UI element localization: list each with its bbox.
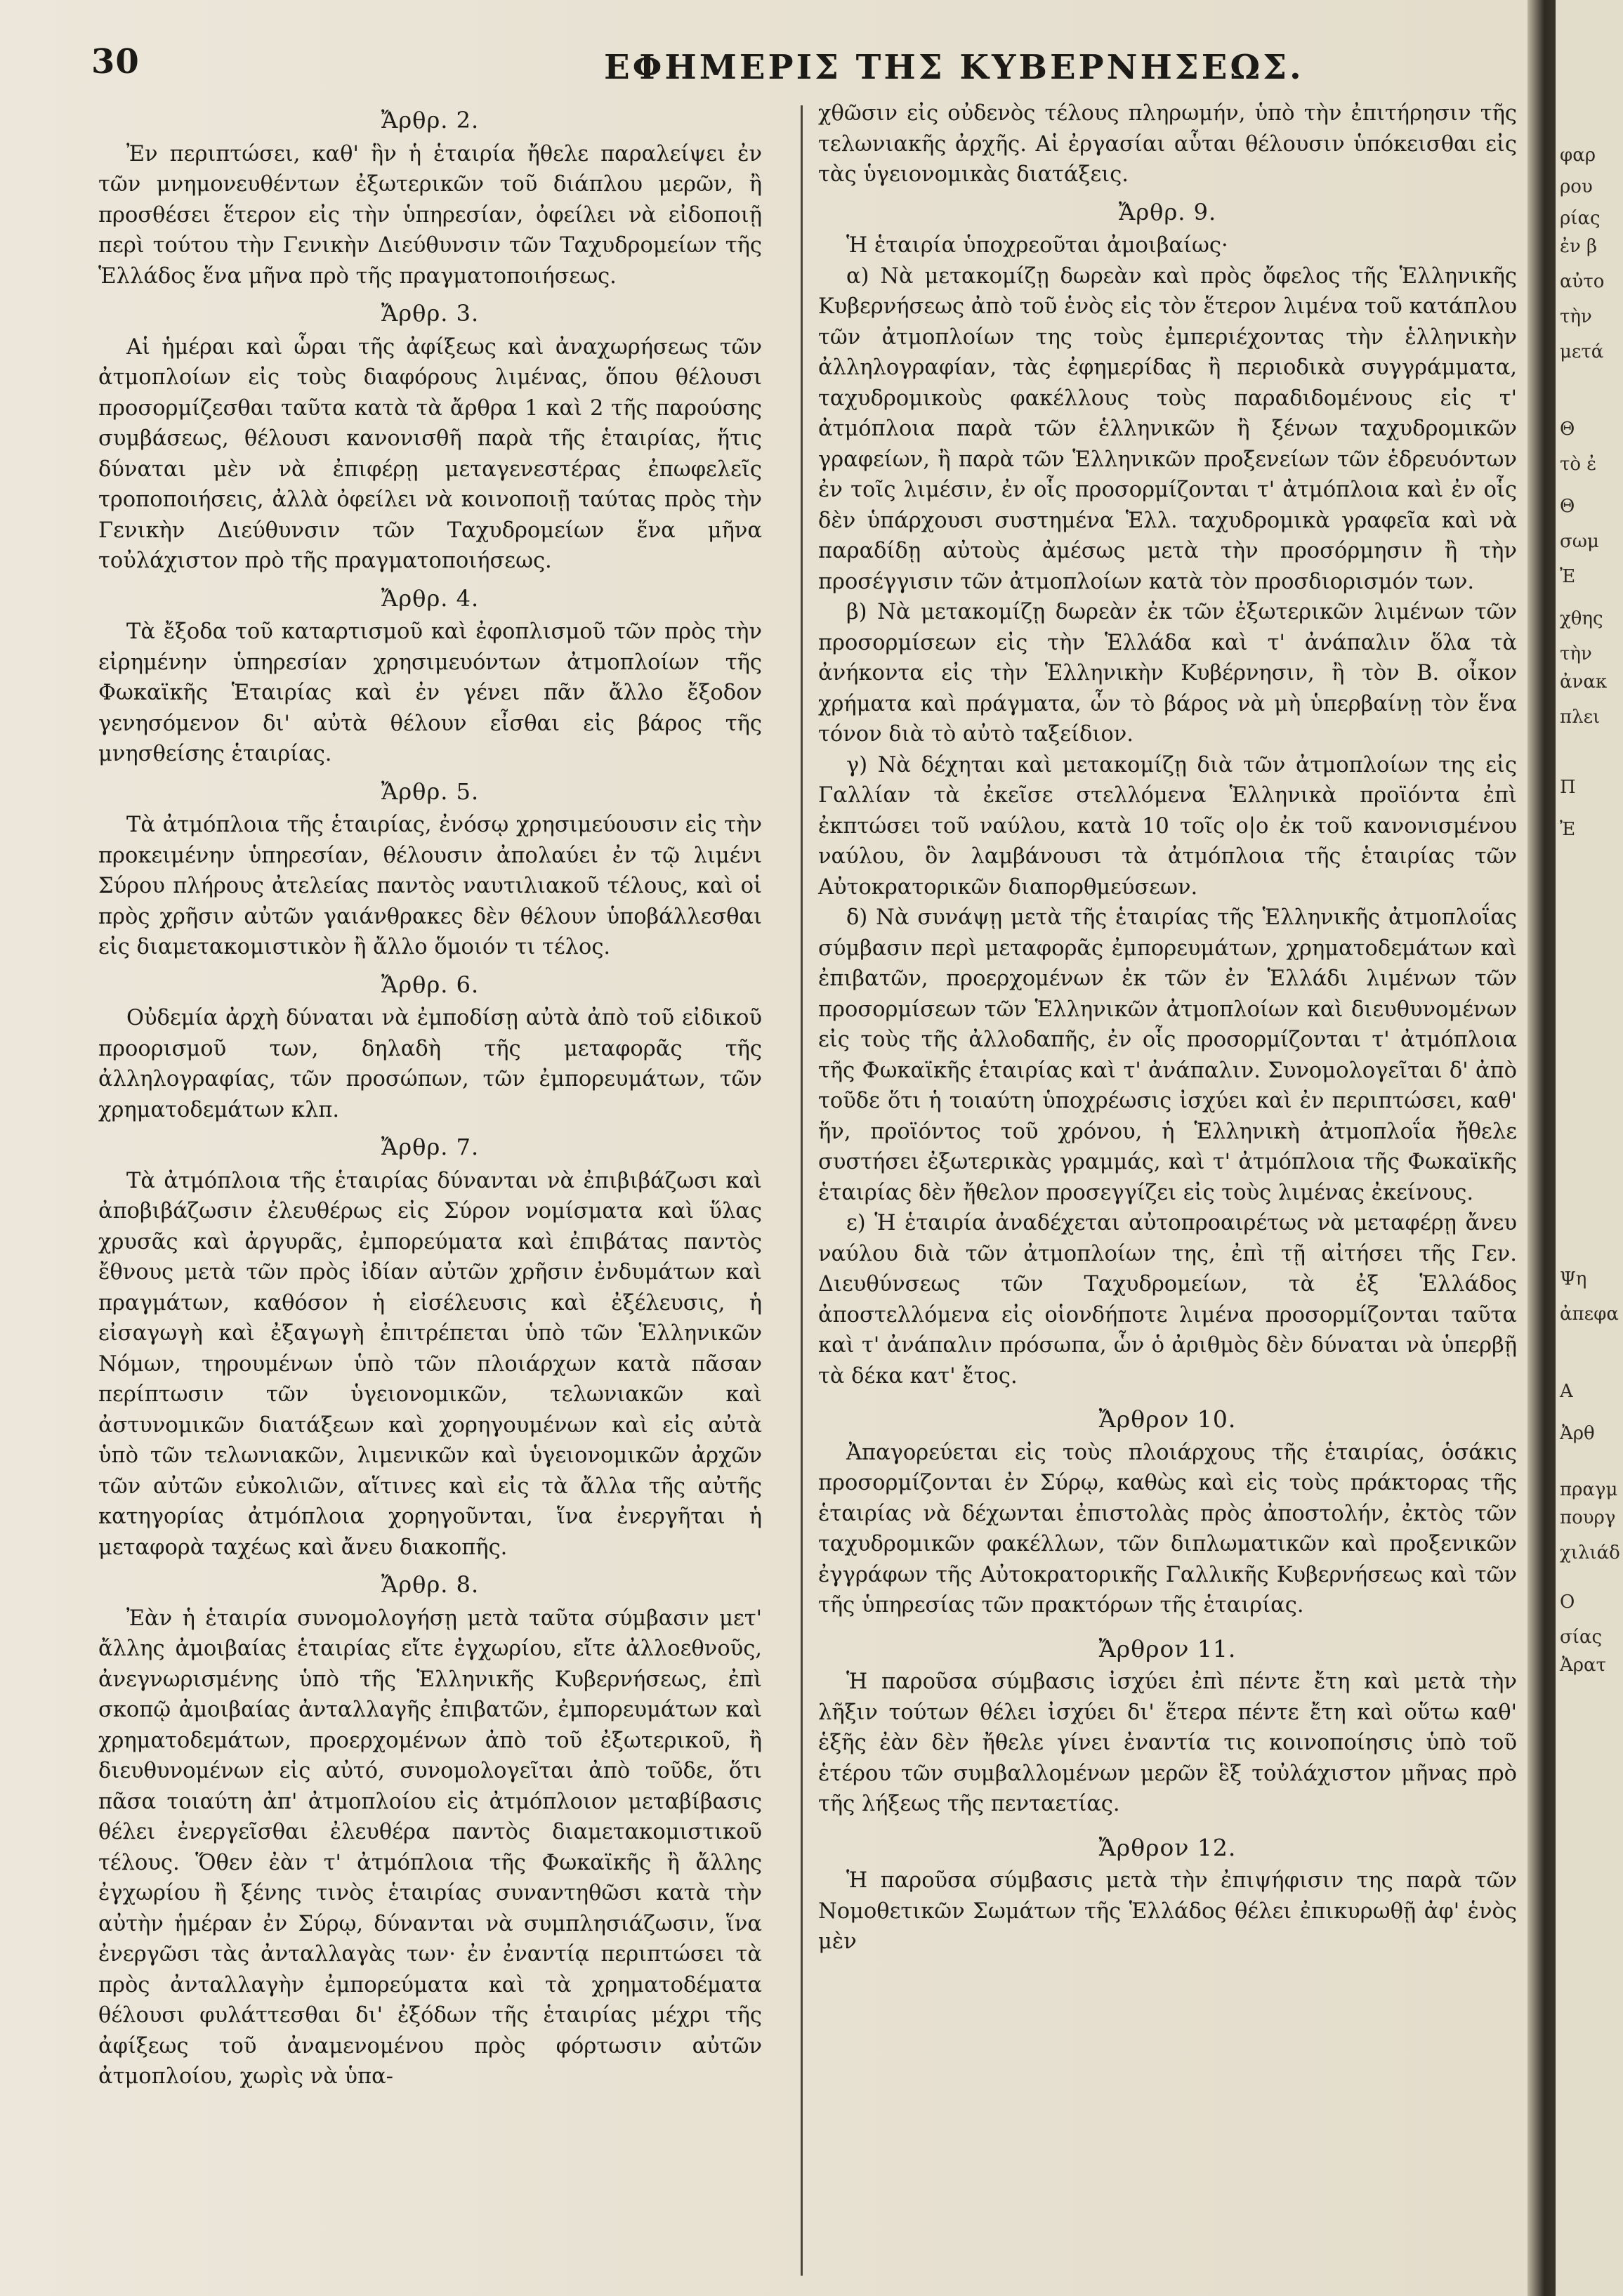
article-paragraph: Ἀπαγορεύεται εἰς τοὺς πλοιάρχους τῆς ἑταιρίας, ὁσάκις προσορμίζονται ἐν Σύρῳ, καθὼς καὶ εἰς τοὺς πράκτορας τῆς ἑταιρίας νὰ δέχωνται ἐπιστολὰς πρὸς ἀποστολήν, ἐκτὸς τῶν ταχυδρομικῶν φακέλλων, τῶν διπλωματικῶν καὶ προξενικῶν ἐγγράφων τῆς Αὐτοκρατορικῆς Γαλλικῆς Κυβερνήσεως καὶ τῶν τῆς ὑπηρεσίας τῶν πρακτόρων τῆς ἑταιρίας. bbox=[818, 1440, 1517, 1618]
article-heading: Ἄρθρ. 2. bbox=[381, 107, 480, 133]
article-paragraph: Ἡ παροῦσα σύμβασις ἰσχύει ἐπὶ πέντε ἔτη καὶ μετὰ τὴν λῆξιν τούτων θέλει ἰσχύει δι' ἕτερα πέντε ἔτη καὶ οὕτω καθ' ἑξῆς ἐὰν δὲν ἤθελε γίνει ἐναντία τις κοινοποίησις ὑπὸ τοῦ ἑτέρου τῶν συμβαλλομένων μερῶν ἓξ τοὐλάχιστον μῆνας πρὸ τῆς λήξεως τῆς πενταετίας. bbox=[818, 1669, 1517, 1816]
adjacent-page-fragment: πλει bbox=[1560, 707, 1601, 728]
left-column bbox=[98, 98, 762, 2092]
article-paragraph: Ἐν περιπτώσει, καθ' ἣν ἡ ἑταιρία ἤθελε παραλείψει ἐν τῶν μνημονευθέντων ἐξωτερικῶν τοῦ διάπλου μερῶν, ἢ προσθέσει ἕτερον εἰς τὴν ὑπηρεσίαν, ὀφείλει νὰ εἰδοποιῇ περὶ τούτου τὴν Γενικὴν Διεύθυνσιν τῶν Ταχυδρομείων τῆς Ἑλλάδος ἕνα μῆνα πρὸ τῆς πραγματοποιήσεως. bbox=[98, 141, 762, 289]
adjacent-page-fragment: Ψη bbox=[1560, 1268, 1587, 1290]
adjacent-page-fragment: ἀνακ bbox=[1560, 671, 1608, 693]
gazette-title: ΕΦΗΜΕΡΙΣ ΤΗΣ ΚΥΒΕΡΝΗΣΕΩΣ. bbox=[604, 48, 1304, 87]
article-heading: Ἄρθρον 10. bbox=[1098, 1405, 1237, 1433]
article-paragraph: β) Νὰ μετακομίζῃ δωρεὰν ἐκ τῶν ἐξωτερικῶν λιμένων τῶν προσορμίσεων εἰς τὴν Ἑλλάδα καὶ τ' ἀνάπαλιν ὅλα τὰ ἀνήκοντα εἰς τὴν Ἑλληνικὴν Κυβέρνησιν, ἢ τὸν Β. οἶκον χρήματα καὶ πράγματα, ὧν τὸ βάρος νὰ μὴ ὑπερβαίνῃ τὸν ἕνα τόνον διὰ τὸ αὐτὸ ταξείδιον. bbox=[818, 600, 1517, 747]
article-heading: Ἄρθρ. 7. bbox=[381, 1134, 480, 1160]
adjacent-page-fragment: αὐτο bbox=[1560, 271, 1605, 292]
article-paragraph: δ) Νὰ συνάψῃ μετὰ τῆς ἑταιρίας τῆς Ἑλληνικῆς ἀτμοπλοΐας σύμβασιν περὶ μεταφορᾶς ἐμπορευμάτων, χρηματοδεμάτων καὶ ἐπιβατῶν, προερχομένων ἐκ τῶν ἐν Ἑλλάδι λιμένων τῶν προσορμίσεων τῶν Ἑλληνικῶν ἀτμοπλοίων καὶ διευθυνομένων εἰς τοὺς τῆς ἀλλοδαπῆς, ἐν οἷς προσορμίζονται τ' ἀτμόπλοια τῆς Φωκαϊκῆς ἑταιρίας καὶ τ' ἀνάπαλιν. Συνομολογεῖται δ' ἀπὸ τοῦδε ὅτι ἡ τοιαύτη ὑποχρέωσις ἰσχύει καὶ ἐν περιπτώσει, καθ' ἥν, προϊόντος τοῦ χρόνου, ἡ Ἑλληνικὴ ἀτμοπλοΐα ἤθελε συστήσει ἐξωτερικὰς γραμμάς, καὶ τ' ἀτμόπλοια τῆς Φωκαϊκῆς ἑταιρίας δὲν ἤθελον προσεγγίζει εἰς τοὺς λιμένας ἐκείνους. bbox=[818, 905, 1517, 1205]
adjacent-page-fragment: Α bbox=[1560, 1381, 1573, 1402]
article-heading: Ἄρθρ. 3. bbox=[381, 300, 480, 327]
page-header bbox=[70, 28, 1489, 91]
adjacent-page-fragment: Θ bbox=[1560, 419, 1575, 440]
right-column bbox=[818, 98, 1517, 1957]
adjacent-page-fragment: Ἀρθ bbox=[1560, 1423, 1595, 1444]
adjacent-page-fragment: Π bbox=[1560, 777, 1576, 798]
adjacent-page-fragment: χιλιάδ bbox=[1560, 1542, 1620, 1563]
article-paragraph: χθῶσιν εἰς οὐδενὸς τέλους πληρωμήν, ὑπὸ τὴν ἐπιτήρησιν τῆς τελωνιακῆς ἀρχῆς. Αἱ ἐργασίαι αὗται θέλουσιν ὑπόκεισθαι εἰς τὰς ὑγειονομικὰς διατάξεις. bbox=[818, 101, 1517, 187]
book-gutter bbox=[1527, 0, 1556, 2296]
adjacent-page-edge bbox=[1556, 0, 1623, 2296]
article-paragraph: Οὐδεμία ἀρχὴ δύναται νὰ ἐμποδίσῃ αὐτὰ ἀπὸ τοῦ εἰδικοῦ προορισμοῦ των, δηλαδὴ τῆς μεταφορᾶς τῆς ἀλληλογραφίας, τῶν προσώπων, τῶν ἐμπορευμάτων, τῶν χρηματοδεμάτων κλπ. bbox=[98, 1006, 762, 1122]
page-number: 30 bbox=[91, 42, 140, 81]
article-paragraph: γ) Νὰ δέχηται καὶ μετακομίζῃ διὰ τῶν ἀτμοπλοίων της εἰς Γαλλίαν τὰ ἐκεῖσε στελλόμενα Ἑλληνικὰ προϊόντα ἐπὶ ἐκπτώσει τοῦ ναύλου, κατὰ 10 τοῖς ο|ο ἐκ τοῦ κανονισμένου ναύλου, ὃν λαμβάνουσι τὰ ἀτμόπλοια τῆς ἑταιρίας τῶν Αὐτοκρατορικῶν διαπορθμεύσεων. bbox=[818, 752, 1517, 900]
adjacent-page-fragment: ρου bbox=[1560, 176, 1593, 197]
adjacent-page-fragment: πραγμ bbox=[1560, 1479, 1618, 1500]
article-heading: Ἄρθρ. 9. bbox=[1118, 198, 1217, 225]
article-paragraph: Αἱ ἡμέραι καὶ ὧραι τῆς ἀφίξεως καὶ ἀναχωρήσεως τῶν ἀτμοπλοίων εἰς τοὺς διαφόρους λιμένας, ὅπου θέλουσι προσορμίζεσθαι ταῦτα κατὰ τὰ ἄρθρα 1 καὶ 2 τῆς παρούσης συμβάσεως, θέλουσι κανονισθῆ παρὰ τῆς ἑταιρίας, ἥτις δύναται μὲν νὰ ἐπιφέρῃ μεταγενεστέρας ἐπωφελεῖς τροποποιήσεις, ἀλλὰ ὀφείλει νὰ κοινοποιῇ ταύτας πρὸς τὴν Γενικὴν Διεύθυνσιν τῶν Ταχυδρομείων ἕνα μῆνα τοὐλάχιστον πρὸ τῆς πραγματοποιήσεως. bbox=[98, 334, 762, 573]
adjacent-page-fragment: Ο bbox=[1560, 1592, 1575, 1613]
adjacent-page-fragment: Ἀρατ bbox=[1560, 1655, 1607, 1676]
adjacent-page-fragment: τὴν bbox=[1560, 306, 1592, 327]
adjacent-page-fragment: φαρ bbox=[1560, 145, 1596, 166]
article-paragraph: Τὰ ἔξοδα τοῦ καταρτισμοῦ καὶ ἐφοπλισμοῦ τῶν πρὸς τὴν εἰρημένην ὑπηρεσίαν χρησιμευόντων ἀτμοπλοίων τῆς Φωκαϊκῆς Ἑταιρίας καὶ ἐν γένει πᾶν ἄλλο ἔξοδον γενησόμενον δι' αὐτὰ θέλουν εἶσθαι εἰς βάρος τῆς μνησθείσης ἑταιρίας. bbox=[98, 619, 762, 766]
adjacent-page-fragment: τὸ ἐ bbox=[1560, 454, 1597, 475]
adjacent-page-fragment: πουργ bbox=[1560, 1507, 1616, 1528]
article-paragraph: Ἡ ἑταιρία ὑποχρεοῦται ἀμοιβαίως· bbox=[846, 233, 1228, 258]
article-paragraph: Τὰ ἀτμόπλοια τῆς ἑταιρίας δύνανται νὰ ἐπιβιβάζωσι καὶ ἀποβιβάζωσιν ἐλευθέρως εἰς Σύρον νομίσματα καὶ ὕλας χρυσᾶς καὶ ἀργυρᾶς, ἐμπορεύματα καὶ ἐπιβάτας παντὸς ἔθνους μετὰ τῶν πρὸς ἰδίαν αὐτῶν χρῆσιν ἐνδυμάτων καὶ πραγμάτων, καθόσον ἡ εἰσέλευσις καὶ ἐξέλευσις, ἡ εἰσαγωγὴ καὶ ἐξαγωγὴ ἐπιτρέπεται ὑπὸ τῶν Ἑλληνικῶν Νόμων, τηρουμένων ὑπὸ τῶν πλοιάρχων κατὰ πᾶσαν περίπτωσιν τῶν ὑγειονομικῶν, τελωνιακῶν καὶ ἀστυνομικῶν διατάξεων καὶ χορηγουμένων καὶ εἰς αὐτὰ ὑπὸ τῶν τελωνιακῶν, λιμενικῶν καὶ ὑγειονομικῶν ἀρχῶν τῶν αὐτῶν εὐκολιῶν, αἵτινες καὶ εἰς τὰ ἄλλα τῆς αὐτῆς κατηγορίας ἀτμόπλοια χορηγοῦνται, ἵνα ἐνεργῆται ἡ μεταφορὰ ταχέως καὶ ἄνευ διακοπῆς. bbox=[98, 1168, 762, 1560]
adjacent-page-fragment: ἀπεφα bbox=[1560, 1304, 1619, 1325]
adjacent-page-fragment: Θ bbox=[1560, 496, 1575, 517]
article-heading: Ἄρθρον 11. bbox=[1098, 1634, 1237, 1662]
adjacent-page-fragment: μετά bbox=[1560, 341, 1604, 362]
adjacent-page-fragment: τὴν bbox=[1560, 643, 1592, 664]
adjacent-page-fragment: Ἐ bbox=[1560, 566, 1576, 587]
adjacent-page-fragment: σωμ bbox=[1560, 531, 1599, 552]
adjacent-page-fragment: ἐν β bbox=[1560, 236, 1598, 257]
adjacent-page-fragment: σίας bbox=[1560, 1627, 1603, 1648]
article-heading: Ἄρθρον 12. bbox=[1098, 1833, 1237, 1861]
article-paragraph: Ἐὰν ἡ ἑταιρία συνομολογήσῃ μετὰ ταῦτα σύμβασιν μετ' ἄλλης ἀμοιβαίας ἑταιρίας εἴτε ἐγχωρίου, εἴτε ἀλλοεθνοῦς, ἀνεγνωρισμένης ὑπὸ τῆς Ἑλληνικῆς Κυβερνήσεως, ἐπὶ σκοπῷ ἀμοιβαίας ἀνταλλαγῆς ἐπιβατῶν, ἐμπορευμάτων καὶ χρηματοδεμάτων, προερχομένων ἀπὸ τοῦ ἐξωτερικοῦ, ἢ διευθυνομένων εἰς αὐτό, συνομολογεῖται ἀπὸ τοῦδε, ὅτι πᾶσα τοιαύτη ἀπ' ἀτμοπλοίου εἰς ἀτμόπλοιον μεταβίβασις θέλει ἐνεργεῖσθαι ἐλευθέρα παντὸς διαμετακομιστικοῦ τέλους. Ὅθεν ἐὰν τ' ἀτμόπλοια τῆς Φωκαϊκῆς ἢ ἄλλης ἐγχωρίου ἢ ξένης τινὸς ἑταιρίας συναντηθῶσι κατὰ τὴν αὐτὴν ἡμέραν ἐν Σύρῳ, δύνανται νὰ συμπλησιάζωσιν, ἵνα ἐνεργῶσι τὰς ἀνταλλαγὰς των· ἐν ἐναντίᾳ περιπτώσει τὰ πρὸς ἀνταλλαγὴν ἐμπορεύματα καὶ τὰ χρηματοδέματα θέλουσι φυλάττεσθαι δι' ἐξόδων τῆς ἑταιρίας μέχρι τῆς ἀφίξεως τοῦ ἀναμενομένου πρὸς φόρτωσιν αὐτῶν ἀτμοπλοίου, χωρὶς νὰ ὑπα- bbox=[98, 1606, 762, 2089]
article-paragraph: Ἡ παροῦσα σύμβασις μετὰ τὴν ἐπιψήφισιν της παρὰ τῶν Νομοθετικῶν Σωμάτων τῆς Ἑλλάδος θέλει ἐπικυρωθῇ ἀφ' ἑνὸς μὲν bbox=[818, 1868, 1517, 1954]
article-heading: Ἄρθρ. 6. bbox=[381, 971, 480, 998]
column-divider bbox=[801, 105, 803, 2276]
article-paragraph: α) Νὰ μετακομίζῃ δωρεὰν καὶ πρὸς ὄφελος τῆς Ἑλληνικῆς Κυβερνήσεως ἀπὸ τοῦ ἑνὸς εἰς τὸν ἕτερον λιμένα τοῦ κατάπλου τῶν ἀτμοπλοίων της τοὺς ἐμπεριέχοντας τὴν ἑλληνικὴν ἀλληλογραφίαν, τὰς ἐφημερίδας ἢ περιοδικὰ συγγράμματα, ταχυδρομικοὺς φακέλλους τοὺς παραδιδομένους εἰς τ' ἀτμόπλοια παρὰ τῶν ἑλληνικῶν ἢ ξένων ταχυδρομικῶν γραφείων, ἢ παρὰ τῶν Ἑλληνικῶν προξενείων τῶν ἑδρευόντων ἐν τοῖς λιμέσιν, ἐν οἷς προσορμίζονται τ' ἀτμόπλοια καὶ ἐν οἷς δὲν ὑπάρχουσι συστημένα Ἑλλ. ταχυδρομικὰ γραφεῖα καὶ νὰ παραδίδῃ αὐτοὺς ἀμέσως μετὰ τὴν προσόρμησιν ἢ τὴν προσέγγισιν τῶν ἀτμοπλοίων κατὰ τὸν προσδιορισμόν των. bbox=[818, 263, 1517, 594]
article-heading: Ἄρθρ. 8. bbox=[381, 1571, 480, 1598]
article-paragraph: ε) Ἡ ἑταιρία ἀναδέχεται αὐτοπροαιρέτως νὰ μεταφέρῃ ἄνευ ναύλου διὰ τῶν ἀτμοπλοίων της, ἐπὶ τῇ αἰτήσει τῆς Γεν. Διευθύνσεως τῶν Ταχυδρομείων, τὰ ἐξ Ἑλλάδος ἀποστελλόμενα εἰς οἱονδήποτε λιμένα προσορμίζονται ταῦτα καὶ τ' ἀνάπαλιν πρόσωπα, ὧν ὁ ἀριθμὸς δὲν δύναται νὰ ὑπερβῇ τὰ δέκα κατ' ἔτος. bbox=[818, 1211, 1517, 1389]
adjacent-page-fragment: ρίας bbox=[1560, 208, 1601, 229]
adjacent-page-fragment: χθης bbox=[1560, 608, 1603, 629]
article-heading: Ἄρθρ. 4. bbox=[381, 584, 480, 612]
adjacent-page-fragment: Ἐ bbox=[1560, 819, 1576, 840]
article-heading: Ἄρθρ. 5. bbox=[381, 778, 480, 805]
article-paragraph: Τὰ ἀτμόπλοια τῆς ἑταιρίας, ἐνόσῳ χρησιμεύουσιν εἰς τὴν προκειμένην ὑπηρεσίαν, θέλουσιν ἀπολαύει ἐν τῷ λιμένι Σύρου πλήρους ἀτελείας παντὸς ναυτιλιακοῦ τέλους, καὶ οἱ πρὸς χρῆσιν αὐτῶν γαιάνθρακες δὲν θέλουν ὑποβάλλεσθαι εἰς διαμετακομιστικὸν ἢ ἄλλο ὅμοιόν τι τέλος. bbox=[98, 813, 762, 959]
